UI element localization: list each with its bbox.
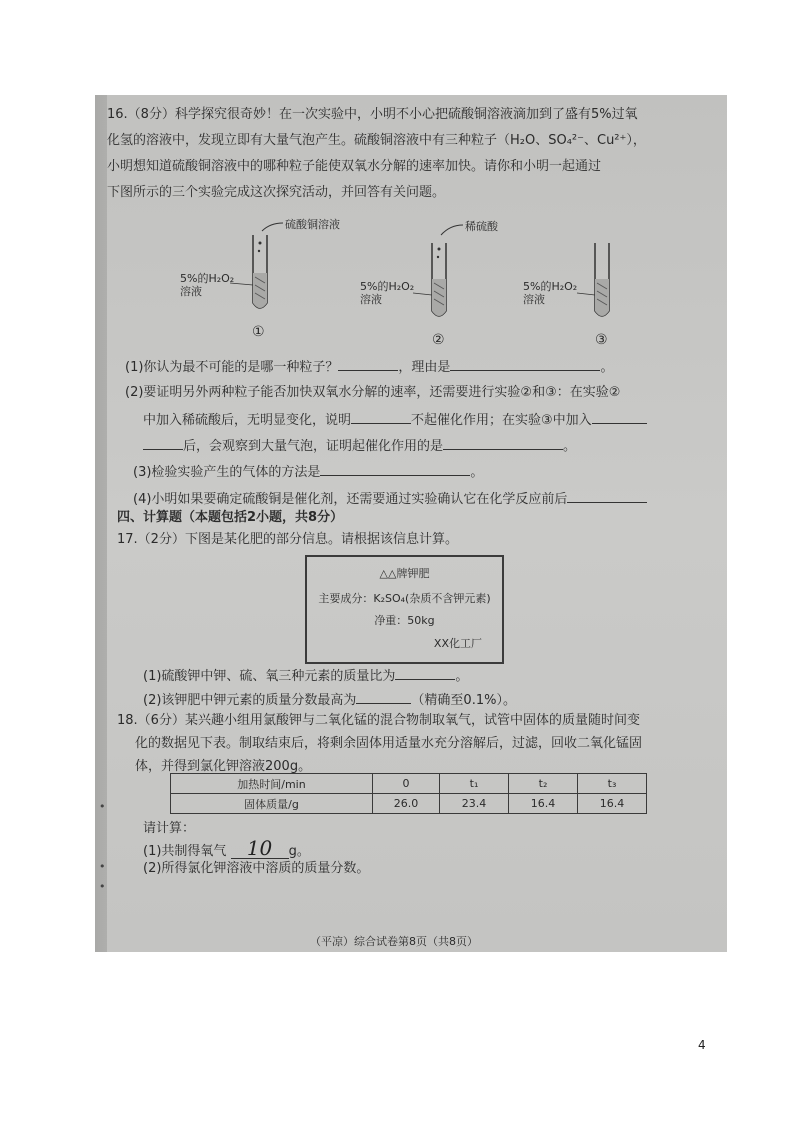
tube3-number: ③ bbox=[595, 332, 608, 348]
handwritten-answer: 10 bbox=[246, 836, 273, 860]
q18-sub1 bbox=[143, 836, 310, 860]
section-heading: 四、计算题（本题包括2小题，共8分） bbox=[117, 510, 344, 525]
tube2-number: ② bbox=[432, 332, 445, 348]
table-row bbox=[171, 774, 647, 794]
fertilizer-main-ingredient: 主要成分：K₂SO₄(杂质不含钾元素) bbox=[318, 592, 491, 605]
q16-sub2-c: 后，会观察到大量气泡，证明起催化作用的是 。 bbox=[143, 437, 576, 455]
table-row bbox=[171, 794, 647, 814]
tube2-solution-label: 5%的H₂O₂ 溶液 bbox=[360, 280, 415, 306]
answer-blank[interactable] bbox=[450, 358, 600, 371]
q16-line-3: 小明想知道硫酸铜溶液中的哪种粒子能使双氧水分解的速率加快。请你和小明一起通过 bbox=[107, 159, 602, 174]
tube1-solution-label: 5%的H₂O₂ 溶液 bbox=[180, 272, 235, 298]
answer-blank[interactable] bbox=[356, 691, 411, 704]
q16-sub4 bbox=[133, 490, 647, 508]
q17-sub1: (1)硫酸钾中钾、硫、氧三种元素的质量比为 。 bbox=[143, 669, 469, 684]
fertilizer-brand: △△牌钾肥 bbox=[379, 567, 430, 580]
page-footer: （平凉）综合试卷第8页（共8页） bbox=[310, 935, 478, 948]
q16-sub2-b2: 不起催化作用；在实验③中加入 bbox=[411, 413, 592, 428]
q17-sub2-a: (2)该钾肥中钾元素的质量分数最高为 bbox=[143, 693, 357, 708]
table-cell: t₂ bbox=[509, 774, 578, 794]
answer-blank[interactable] bbox=[231, 836, 289, 860]
fertilizer-net-weight: 净重：50kg bbox=[374, 614, 435, 627]
test-tube-2 bbox=[432, 225, 463, 316]
answer-blank[interactable] bbox=[351, 411, 411, 424]
table-cell: 26.0 bbox=[373, 794, 440, 814]
page-number: 4 bbox=[698, 1038, 706, 1052]
q16-line-4: 下图所示的三个实验完成这次探究活动，并回答有关问题。 bbox=[107, 185, 446, 200]
edge-mark: • bbox=[99, 800, 106, 813]
q17-sub1-text: (1)硫酸钾中钾、硫、氧三种元素的质量比为 bbox=[143, 669, 396, 684]
answer-blank[interactable] bbox=[320, 463, 470, 476]
q18-line-1: 18.（6分）某兴趣小组用氯酸钾与二氧化锰的混合物制取氧气，试管中固体的质量随时间变 bbox=[117, 713, 640, 728]
q16-sub3: (3)检验实验产生的气体的方法是 。 bbox=[133, 465, 484, 480]
q16-sub1: (1)你认为最不可能的是哪一种粒子？ ，理由是 。 bbox=[125, 360, 614, 375]
q16-sub2-c-text: 后，会观察到大量气泡，证明起催化作用的是 bbox=[183, 439, 444, 454]
answer-blank[interactable] bbox=[567, 490, 647, 503]
q17-sub2-b: （精确至0.1%）。 bbox=[411, 693, 516, 708]
answer-blank[interactable] bbox=[592, 411, 647, 424]
q16-sub1-reason: ，理由是 bbox=[398, 360, 451, 375]
answer-blank[interactable] bbox=[338, 358, 398, 371]
q17-stem: 17.（2分）下图是某化肥的部分信息。请根据该信息计算。 bbox=[117, 532, 458, 547]
q18-ask: 请计算： bbox=[143, 821, 196, 836]
tube3-solution-label: 5%的H₂O₂ 溶液 bbox=[523, 280, 578, 306]
q16-sub2-b bbox=[143, 411, 647, 429]
q16-sub2-b1: 中加入稀硫酸后，无明显变化，说明 bbox=[143, 413, 352, 428]
answer-blank[interactable] bbox=[143, 437, 183, 450]
table-cell: 16.4 bbox=[509, 794, 578, 814]
q16-sub2-a: (2)要证明另外两种粒子能否加快双氧水分解的速率，还需要进行实验②和③：在实验② bbox=[125, 385, 621, 400]
exam-page-photo bbox=[95, 95, 727, 952]
q16-sub4-text: (4)小明如果要确定硫酸铜是催化剂，还需要通过实验确认它在化学反应前后 bbox=[133, 492, 568, 507]
q18-line-3: 体，并得到氯化钾溶液200g。 bbox=[135, 759, 312, 774]
table-cell: t₃ bbox=[578, 774, 647, 794]
q18-sub1-text: (1)共制得氧气 bbox=[143, 844, 227, 859]
fertilizer-label-box bbox=[305, 555, 504, 664]
test-tube-1 bbox=[253, 223, 283, 308]
q16-line-2: 化氢的溶液中，发现立即有大量气泡产生。硫酸铜溶液中有三种粒子（H₂O、SO₄²⁻、Cu²⁺）， bbox=[107, 133, 646, 148]
q18-line-2: 化的数据见下表。制取结束后，将剩余固体用适量水充分溶解后，过滤，回收二氧化锰固 bbox=[135, 736, 643, 751]
tube1-reagent-label: 硫酸铜溶液 bbox=[285, 218, 340, 231]
edge-mark: • bbox=[99, 880, 106, 893]
q16-sub3-text: (3)检验实验产生的气体的方法是 bbox=[133, 465, 321, 480]
table-cell: 16.4 bbox=[578, 794, 647, 814]
table-cell: 23.4 bbox=[440, 794, 509, 814]
heating-data-table bbox=[170, 773, 647, 814]
answer-blank[interactable] bbox=[443, 437, 563, 450]
edge-mark: • bbox=[99, 860, 106, 873]
q16-sub1-text: (1)你认为最不可能的是哪一种粒子？ bbox=[125, 360, 339, 375]
tube2-reagent-label: 稀硫酸 bbox=[465, 220, 498, 233]
q18-sub2: (2)所得氯化钾溶液中溶质的质量分数。 bbox=[143, 861, 370, 876]
answer-blank[interactable] bbox=[395, 667, 455, 680]
fertilizer-manufacturer: XX化工厂 bbox=[433, 637, 482, 650]
table-row-header: 加热时间/min bbox=[171, 774, 373, 794]
table-row-header: 固体质量/g bbox=[171, 794, 373, 814]
q16-line-1: 16.（8分）科学探究很奇妙！在一次实验中，小明不小心把硫酸铜溶液滴加到了盛有5%过氧 bbox=[107, 107, 638, 122]
q18-sub1-unit: g。 bbox=[288, 844, 310, 859]
table-cell: t₁ bbox=[440, 774, 509, 794]
q17-sub2 bbox=[143, 691, 516, 709]
tube1-number: ① bbox=[252, 324, 265, 340]
test-tube-3 bbox=[595, 243, 609, 316]
table-cell: 0 bbox=[373, 774, 440, 794]
